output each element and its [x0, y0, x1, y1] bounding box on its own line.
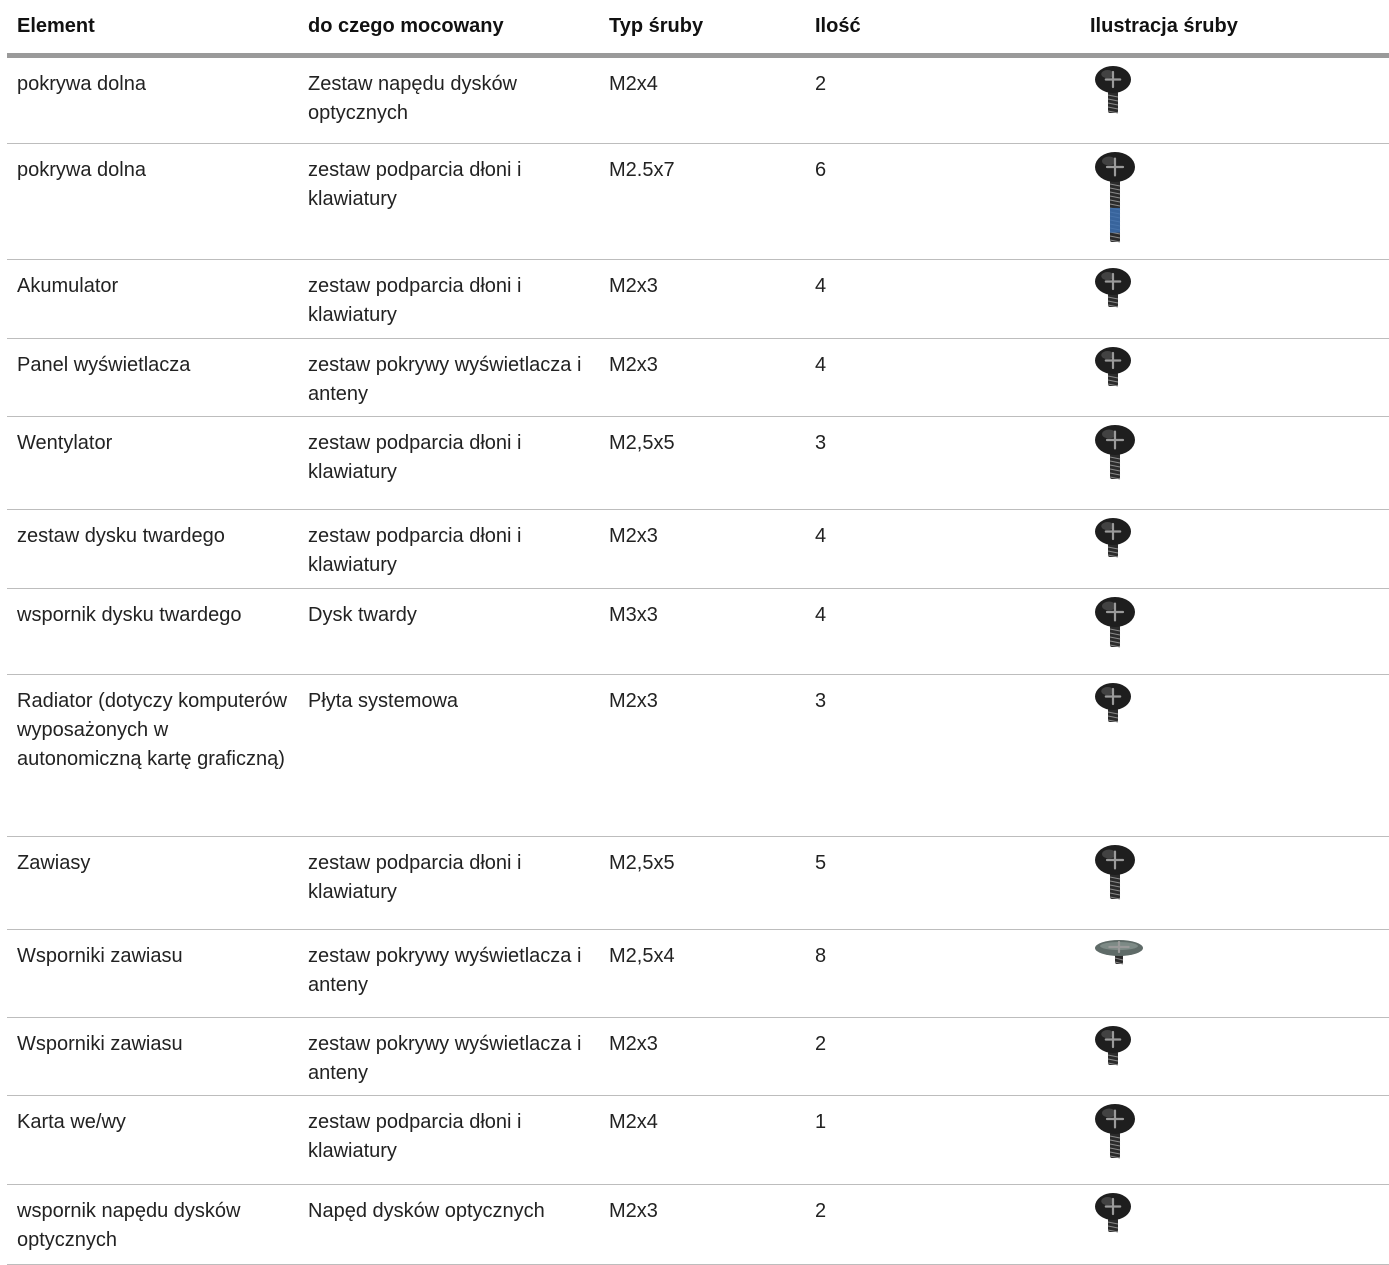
- table-row: [7, 144, 1389, 260]
- cell-quantity: 5: [805, 837, 1080, 930]
- cell-element: pokrywa dolna: [7, 144, 298, 260]
- cell-element: Zawiasy: [7, 837, 298, 930]
- cell-quantity: 3: [805, 417, 1080, 510]
- screw-icon: [1092, 683, 1134, 728]
- screw-icon: [1092, 425, 1138, 485]
- cell-quantity: 4: [805, 260, 1080, 339]
- table-row: [7, 260, 1389, 339]
- cell-screw-type: M2x3: [599, 675, 805, 837]
- cell-element: zestaw dysku twardego: [7, 510, 298, 589]
- cell-illustration: [1080, 510, 1389, 589]
- header-illustration: Ilustracja śruby: [1080, 0, 1389, 56]
- cell-illustration: [1080, 930, 1389, 1018]
- screw-table: [7, 0, 1389, 1265]
- cell-quantity: 2: [805, 56, 1080, 144]
- header-mounted-to: do czego mocowany: [298, 0, 599, 56]
- table-body: [7, 56, 1389, 1265]
- screw-icon: [1092, 66, 1134, 119]
- table-row: [7, 930, 1389, 1018]
- cell-quantity: 4: [805, 339, 1080, 417]
- cell-screw-type: M3x3: [599, 589, 805, 675]
- cell-illustration: [1080, 56, 1389, 144]
- cell-element: Wentylator: [7, 417, 298, 510]
- table-row: [7, 1185, 1389, 1265]
- cell-mounted-to: zestaw podparcia dłoni i klawiatury: [298, 837, 599, 930]
- cell-element: Karta we/wy: [7, 1096, 298, 1185]
- cell-quantity: 2: [805, 1185, 1080, 1265]
- table-row: [7, 339, 1389, 417]
- cell-illustration: [1080, 417, 1389, 510]
- cell-illustration: [1080, 260, 1389, 339]
- cell-mounted-to: Płyta systemowa: [298, 675, 599, 837]
- cell-screw-type: M2,5x4: [599, 930, 805, 1018]
- cell-illustration: [1080, 675, 1389, 837]
- table-row: [7, 510, 1389, 589]
- cell-element: Akumulator: [7, 260, 298, 339]
- table-row: [7, 56, 1389, 144]
- header-screw-type: Typ śruby: [599, 0, 805, 56]
- cell-quantity: 3: [805, 675, 1080, 837]
- screw-icon: [1092, 518, 1134, 563]
- screw-icon: [1092, 268, 1134, 313]
- cell-mounted-to: Napęd dysków optycznych: [298, 1185, 599, 1265]
- cell-screw-type: M2x3: [599, 339, 805, 417]
- table-header: [7, 0, 1389, 56]
- cell-element: Radiator (dotyczy komputerów wyposażonych w autonomiczną kartę graficzną): [7, 675, 298, 837]
- cell-illustration: [1080, 339, 1389, 417]
- cell-screw-type: M2x4: [599, 56, 805, 144]
- cell-screw-type: M2x3: [599, 1018, 805, 1096]
- cell-illustration: [1080, 1018, 1389, 1096]
- cell-illustration: [1080, 837, 1389, 930]
- table-row: [7, 675, 1389, 837]
- cell-screw-type: M2x3: [599, 510, 805, 589]
- cell-screw-type: M2x3: [599, 1185, 805, 1265]
- screw-icon: [1092, 1193, 1134, 1238]
- cell-screw-type: M2x3: [599, 260, 805, 339]
- screw-icon: [1092, 152, 1138, 248]
- cell-mounted-to: Dysk twardy: [298, 589, 599, 675]
- cell-element: Panel wyświetlacza: [7, 339, 298, 417]
- cell-mounted-to: Zestaw napędu dysków optycznych: [298, 56, 599, 144]
- cell-mounted-to: zestaw podparcia dłoni i klawiatury: [298, 260, 599, 339]
- cell-element: Wsporniki zawiasu: [7, 1018, 298, 1096]
- cell-element: wspornik napędu dysków optycznych: [7, 1185, 298, 1265]
- screw-icon: [1092, 845, 1138, 905]
- cell-mounted-to: zestaw pokrywy wyświetlacza i anteny: [298, 1018, 599, 1096]
- header-row: [7, 0, 1389, 56]
- cell-illustration: [1080, 589, 1389, 675]
- table-row: [7, 1018, 1389, 1096]
- cell-quantity: 2: [805, 1018, 1080, 1096]
- table-row: [7, 417, 1389, 510]
- cell-mounted-to: zestaw podparcia dłoni i klawiatury: [298, 1096, 599, 1185]
- cell-mounted-to: zestaw podparcia dłoni i klawiatury: [298, 417, 599, 510]
- cell-illustration: [1080, 1185, 1389, 1265]
- cell-screw-type: M2.5x7: [599, 144, 805, 260]
- cell-screw-type: M2x4: [599, 1096, 805, 1185]
- cell-element: wspornik dysku twardego: [7, 589, 298, 675]
- cell-element: pokrywa dolna: [7, 56, 298, 144]
- cell-mounted-to: zestaw podparcia dłoni i klawiatury: [298, 510, 599, 589]
- cell-screw-type: M2,5x5: [599, 417, 805, 510]
- screw-icon: [1092, 1104, 1138, 1164]
- screw-icon: [1092, 1026, 1134, 1071]
- cell-quantity: 8: [805, 930, 1080, 1018]
- screw-icon: [1092, 938, 1146, 970]
- cell-mounted-to: zestaw podparcia dłoni i klawiatury: [298, 144, 599, 260]
- cell-illustration: [1080, 144, 1389, 260]
- table-row: [7, 1096, 1389, 1185]
- cell-screw-type: M2,5x5: [599, 837, 805, 930]
- cell-quantity: 6: [805, 144, 1080, 260]
- screw-icon: [1092, 347, 1134, 392]
- header-quantity: Ilość: [805, 0, 1080, 56]
- cell-mounted-to: zestaw pokrywy wyświetlacza i anteny: [298, 339, 599, 417]
- cell-quantity: 4: [805, 510, 1080, 589]
- cell-element: Wsporniki zawiasu: [7, 930, 298, 1018]
- cell-quantity: 4: [805, 589, 1080, 675]
- table-row: [7, 589, 1389, 675]
- cell-mounted-to: zestaw pokrywy wyświetlacza i anteny: [298, 930, 599, 1018]
- cell-illustration: [1080, 1096, 1389, 1185]
- header-element: Element: [7, 0, 298, 56]
- table-row: [7, 837, 1389, 930]
- cell-quantity: 1: [805, 1096, 1080, 1185]
- screw-icon: [1092, 597, 1138, 653]
